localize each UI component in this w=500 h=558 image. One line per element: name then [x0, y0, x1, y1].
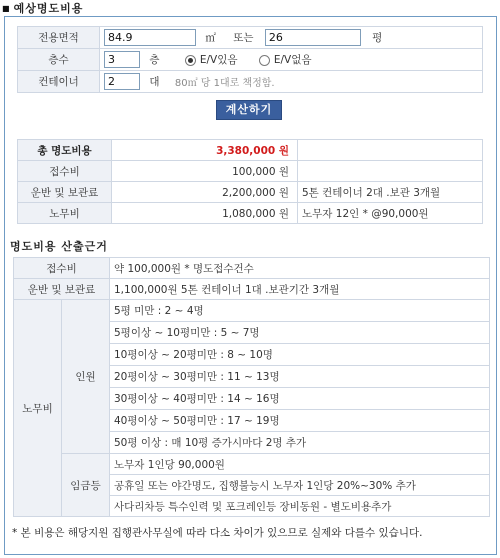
result-row-note: 5톤 컨테이너 2대 .보관 3개월: [298, 182, 483, 203]
floor-unit-label: 층: [149, 54, 160, 66]
input-form-table: [17, 26, 483, 93]
ev-yes-option[interactable]: [185, 52, 238, 67]
people-row: 40평이상 ~ 50평미만 : 17 ~ 19명: [110, 410, 490, 432]
ev-no-label: E/V없음: [273, 54, 312, 66]
calculate-button[interactable]: 계산하기: [216, 100, 282, 120]
floor-input[interactable]: 3: [104, 51, 140, 68]
people-row: 30평이상 ~ 40평미만 : 14 ~ 16명: [110, 388, 490, 410]
reception-label: 접수비: [14, 258, 110, 279]
result-table: [17, 139, 483, 224]
disclaimer-footnote: * 본 비용은 해당지원 집행관사무실에 따라 다소 차이가 있으므로 실제와 다를수 있습니다.: [12, 527, 423, 539]
transport-value: 1,100,000원 5톤 컨테이너 1대 .보관기간 3개월: [110, 279, 490, 300]
wage-label: 임금등: [62, 454, 110, 517]
ev-yes-label: E/V있음: [199, 54, 238, 66]
ev-yes-radio[interactable]: [185, 55, 196, 66]
ev-no-radio[interactable]: [259, 55, 270, 66]
result-row-label: 운반 및 보관료: [18, 182, 112, 203]
result-row-note: 노무자 12인 * @90,000원: [298, 203, 483, 224]
people-row: 50평 이상 : 매 10평 증가시마다 2명 추가: [110, 432, 490, 454]
total-cost-note: [298, 140, 483, 161]
result-row-value: 100,000 원: [112, 161, 298, 182]
basis-table: [13, 257, 490, 517]
total-cost-label: 총 명도비용: [18, 140, 112, 161]
area-m2-input[interactable]: 84.9: [104, 29, 196, 46]
wage-row: 사다리차등 특수인력 및 포크레인등 장비동원 - 별도비용추가: [110, 496, 490, 517]
people-row: 5평이상 ~ 10평미만 : 5 ~ 7명: [110, 322, 490, 344]
transport-label: 운반 및 보관료: [14, 279, 110, 300]
result-row-label: 접수비: [18, 161, 112, 182]
container-unit-label: 대: [149, 76, 160, 88]
result-row-value: 1,080,000 원: [112, 203, 298, 224]
unit-pyeong-label: 평: [372, 32, 383, 44]
result-row-note: [298, 161, 483, 182]
wage-row: 노무자 1인당 90,000원: [110, 454, 490, 475]
result-row-value: 2,200,000 원: [112, 182, 298, 203]
container-input[interactable]: 2: [104, 73, 140, 90]
people-row: 20평이상 ~ 30평미만 : 11 ~ 13명: [110, 366, 490, 388]
result-row: [18, 203, 483, 224]
wage-row: 공휴일 또는 야간명도, 집행불능시 노무자 1인당 20%~30% 추가: [110, 475, 490, 496]
area-pyeong-input[interactable]: 26: [265, 29, 361, 46]
result-row: [18, 161, 483, 182]
container-note: 80㎡ 당 1대로 책정함.: [174, 78, 275, 89]
page-title: 예상명도비용: [13, 2, 84, 15]
result-row-label: 노무비: [18, 203, 112, 224]
ev-no-option[interactable]: [259, 52, 312, 67]
labor-label: 노무비: [14, 300, 62, 517]
people-row: 5평 미만 : 2 ~ 4명: [110, 300, 490, 322]
or-label: 또는: [233, 32, 254, 44]
floor-label: 층수: [18, 49, 100, 71]
unit-m2-label: ㎡: [205, 32, 216, 44]
basis-section-title: 명도비용 산출근거: [10, 240, 108, 253]
people-row: 10평이상 ~ 20평미만 : 8 ~ 10명: [110, 344, 490, 366]
container-label: 컨테이너: [18, 71, 100, 93]
result-row: [18, 182, 483, 203]
title-marker-icon: ■: [2, 3, 10, 13]
reception-value: 약 100,000원 * 명도접수건수: [110, 258, 490, 279]
area-label: 전용면적: [18, 27, 100, 49]
page-title-bar: [2, 1, 83, 15]
total-cost-value: 3,380,000 원: [216, 144, 289, 157]
people-label: 인원: [62, 300, 110, 454]
